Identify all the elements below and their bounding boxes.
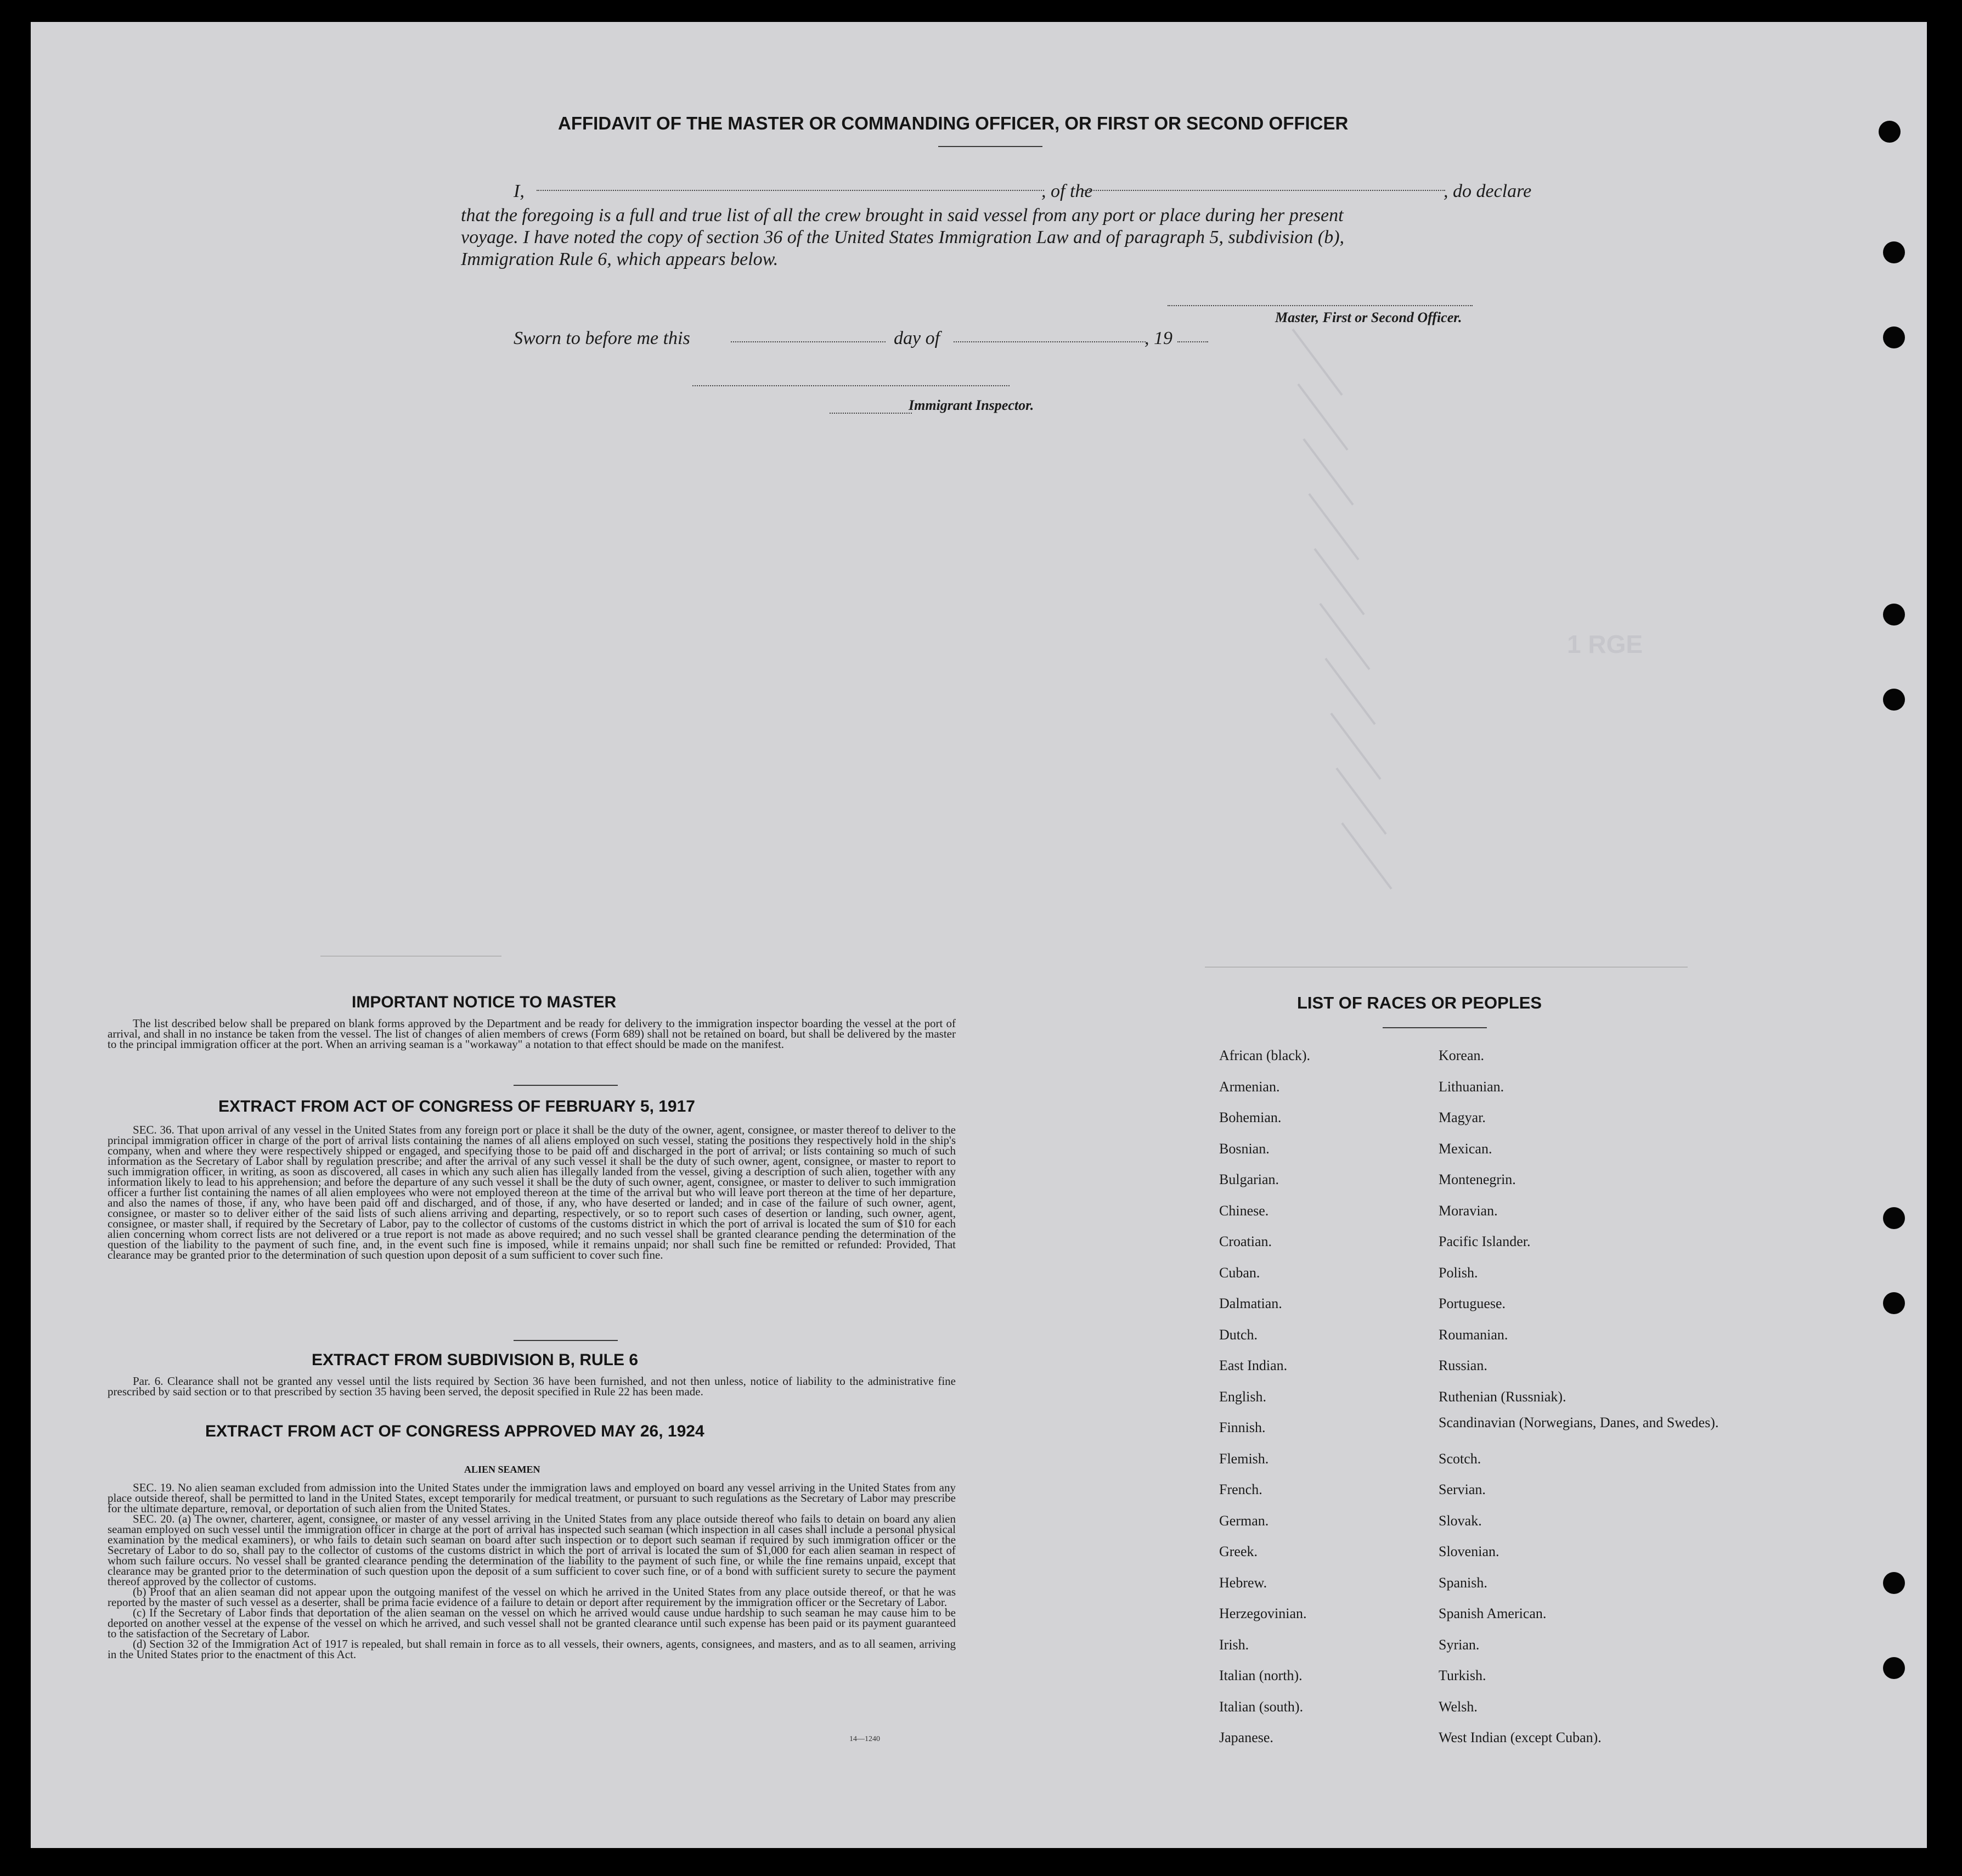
master-signature-field[interactable]: [1168, 305, 1473, 306]
race-item: Magyar.: [1439, 1109, 1486, 1125]
race-item: Japanese.: [1219, 1729, 1273, 1745]
race-item: Moravian.: [1439, 1202, 1498, 1219]
race-item: Pacific Islander.: [1439, 1233, 1531, 1249]
race-item: Servian.: [1439, 1481, 1486, 1497]
svg-text:1 RGE: 1 RGE: [1567, 630, 1643, 658]
sec-20a-paragraph: SEC. 20. (a) The owner, charterer, agent, consignee, or master of any vessel arriving in the United States from any place outside thereof who fails to detain on board any alien seaman employed on such vessel until the immigration officer in charge at the port of arrival has inspected such seaman (which inspection in all cases shall include a personal physical examination by the medical examiners), or who fails to detain such seaman on board after such inspection or to deport such seaman if required by such immigration officer or the Secretary of Labor to do so, shall pay to the collector of customs of the customs district in which the port of arrival is located the sum of $1,000 for each alien seaman in respect of whom such failure occurs. No vessel shall be granted clearance pending the determination of the liability to the payment of such fine, or while the fine remains unpaid, except that clearance may be granted prior to the determination of such question upon the deposit of a sum sufficient to cover such fine, or of a bond with sufficient surety to secure the payment thereof approved by the collector of customs.: [108, 1512, 956, 1588]
race-item: East Indian.: [1219, 1357, 1288, 1373]
manifest-page: [31, 22, 1927, 1848]
races-title: LIST OF RACES OR PEOPLES: [1297, 993, 1542, 1012]
race-item: Korean.: [1439, 1047, 1485, 1063]
races-left-column: [1219, 1040, 1310, 1754]
race-item: Finnish.: [1219, 1419, 1266, 1435]
vessel-name-field[interactable]: [1083, 190, 1445, 191]
race-item: Hebrew.: [1219, 1574, 1267, 1591]
extract-1917-title: EXTRACT FROM ACT OF CONGRESS OF FEBRUARY 5, 1917: [218, 1097, 695, 1116]
race-item: Slovenian.: [1439, 1543, 1499, 1559]
alien-seamen-subtitle: ALIEN SEAMEN: [464, 1464, 540, 1475]
do-declare-text: , do declare: [1444, 181, 1532, 201]
race-item: Flemish.: [1219, 1450, 1269, 1467]
affidavit-line-2: that the foregoing is a full and true list of all the crew brought in said vessel from any port or place during her present: [461, 205, 1344, 226]
section-divider: [514, 1085, 618, 1086]
race-item: Spanish.: [1439, 1574, 1487, 1591]
race-item: Bosnian.: [1219, 1140, 1270, 1157]
of-the-text: , of the: [1041, 181, 1093, 201]
race-item: Dutch.: [1219, 1326, 1258, 1343]
race-item: Mexican.: [1439, 1140, 1492, 1157]
race-item: Portuguese.: [1439, 1295, 1506, 1311]
sworn-day-field[interactable]: [731, 341, 886, 342]
declarant-prefix: I,: [514, 181, 525, 201]
race-item: Turkish.: [1439, 1667, 1486, 1683]
race-item: Cuban.: [1219, 1264, 1260, 1281]
race-item: Scandinavian (Norwegians, Danes, and Swedes).: [1439, 1415, 1719, 1430]
extract-rule6-title: EXTRACT FROM SUBDIVISION B, RULE 6: [312, 1351, 639, 1369]
sec-19-paragraph: SEC. 19. No alien seaman excluded from admission into the United States under the immigration laws and employed on board any vessel arriving in the United States from any place outside thereof, shall be permitted to land in the United States, except temporarily for medical treatment, or pursuant to such regulations as the Secretary of Labor may prescribe for the ultimate departure, removal, or deportation of such alien from the United States.: [108, 1481, 956, 1515]
race-item: Bulgarian.: [1219, 1171, 1279, 1187]
race-item: Herzegovinian.: [1219, 1605, 1307, 1621]
section-36-paragraph: SEC. 36. That upon arrival of any vessel in the United States from any foreign port or place it shall be the duty of the owner, agent, consignee, or master thereof to deliver to the principal immigration officer in charge of the port of arrival lists containing the names of all aliens employed on such vessel, stating the positions they respectively hold in the ship's company, when and where they were respectively shipped or engaged, and specifying those to be paid off and discharged in the port of arrival; or lists containing so much of such information as the Secretary of Labor shall by regulation prescribe; and after the arrival of any such vessel it shall be the duty of such owner, agent, consignee, or master to report to such immigration officer, in writing, as soon as discovered, all cases in which any such alien has illegally landed from the vessel, giving a description of such alien, together with any information likely to lead to his apprehension; and before the departure of any such vessel it shall be the duty of such owner, agent, consignee, or master to deliver to such immigration officer a further list containing the names of all alien employees who were not employed thereon at the time of the arrival but who will leave port thereon at the time of her departure, and also the names of those, if any, who have been paid off and discharged, and of those, if any, who have deserted or landed; and in case of the failure of such owner, agent, consignee, or master so to deliver either of the said lists of such aliens arriving and departing, respectively, or so to report such cases of desertion or landing, such owner, agent, consignee, or master shall, if required by the Secretary of Labor, pay to the collector of customs of the customs district in which the port of arrival is located the sum of $10 for each alien concerning whom correct lists are not delivered or a true report is not made as above required; and no such vessel shall be granted clearance pending the determination of the question of the liability to the payment of such fine, and, in the event such fine is imposed, while it remains unpaid; nor shall such fine be remitted or refunded: Provided, That clearance may be granted prior to the determination of such question upon deposit of a sum sufficient to cover such fine.: [108, 1123, 956, 1261]
sworn-month-field[interactable]: [954, 341, 1146, 342]
race-item: Italian (south).: [1219, 1698, 1304, 1715]
race-item: Armenian.: [1219, 1078, 1280, 1095]
title-divider: [938, 146, 1042, 147]
race-item: Syrian.: [1439, 1636, 1480, 1653]
sec-20b-paragraph: (b) Proof that an alien seaman did not appear upon the outgoing manifest of the vessel on which he arrived in the United States from any place outside thereof, or that he was reported by the master of such vessel as a deserter, shall be prima facie evidence of a failure to detain or deport after requirement by the immigration officer or the Secretary of Labor.: [108, 1585, 956, 1609]
races-divider: [1383, 1027, 1487, 1028]
race-item: Roumanian.: [1439, 1326, 1508, 1343]
extract-rule6-text: [108, 1376, 956, 1397]
section-divider: [514, 1340, 618, 1341]
race-item: English.: [1219, 1388, 1266, 1405]
sworn-year-field[interactable]: [1177, 341, 1208, 342]
race-item: Croatian.: [1219, 1233, 1272, 1249]
year-prefix-text: , 19: [1144, 328, 1172, 348]
race-item: Slovak.: [1439, 1512, 1482, 1529]
race-item: French.: [1219, 1481, 1262, 1497]
race-item: Montenegrin.: [1439, 1171, 1516, 1187]
race-item: German.: [1219, 1512, 1269, 1529]
rule6-paragraph: Par. 6. Clearance shall not be granted any vessel until the lists required by Section 36 have been furnished, and not then unless, notice of liability to the administrative fine prescribed by said section or to that prescribed by section 35 having been served, the deposit specified in Rule 22 has been made.: [108, 1374, 956, 1398]
sec-20c-paragraph: (c) If the Secretary of Labor finds that deportation of the alien seaman on the vessel on which he arrived would cause undue hardship to such seaman he may cause him to be deported on another vessel at the expense of the vessel on which he arrived, and such vessel shall not be granted clearance until such expense has been paid or its payment guaranteed to the satisfaction of the Secretary of Labor.: [108, 1606, 956, 1640]
notice-text: [108, 1018, 956, 1050]
affidavit-line-3: voyage. I have noted the copy of section 36 of the United States Immigration Law and of paragraph 5, subdivision (b),: [461, 227, 1345, 247]
races-right-column: [1439, 1040, 1718, 1754]
inspector-signature-field[interactable]: [692, 385, 1010, 386]
declarant-name-field[interactable]: [537, 190, 1044, 191]
affidavit-title: AFFIDAVIT OF THE MASTER OR COMMANDING OFFICER, OR FIRST OR SECOND OFFICER: [558, 113, 1349, 133]
race-item: Lithuanian.: [1439, 1078, 1504, 1095]
extract-1924-title: EXTRACT FROM ACT OF CONGRESS APPROVED MAY 26, 1924: [205, 1422, 704, 1440]
race-item: Welsh.: [1439, 1698, 1478, 1715]
master-signature-label: Master, First or Second Officer.: [1275, 309, 1462, 325]
race-item: Russian.: [1439, 1357, 1487, 1373]
notice-paragraph: The list described below shall be prepared on blank forms approved by the Department and be ready for delivery to the immigration inspector boarding the vessel at the port of arrival, and shall in no instance be taken from the vessel. The list of changes of alien members of crews (Form 689) shall not be retained on board, but shall be delivered by the master to the principal immigration officer at the port. When an arriving seaman is a "workaway" a notation to that effect should be made on the manifest.: [108, 1017, 956, 1051]
affidavit-line-4: Immigration Rule 6, which appears below.: [461, 249, 779, 269]
race-item: Chinese.: [1219, 1202, 1269, 1219]
race-item: Scotch.: [1439, 1450, 1481, 1467]
race-item: Ruthenian (Russniak).: [1439, 1388, 1566, 1405]
notice-title: IMPORTANT NOTICE TO MASTER: [352, 993, 617, 1011]
race-item: Italian (north).: [1219, 1667, 1303, 1683]
race-item: West Indian (except Cuban).: [1439, 1729, 1602, 1745]
race-item: Irish.: [1219, 1636, 1249, 1653]
extract-1924-text: [108, 1483, 956, 1660]
race-item: Polish.: [1439, 1264, 1478, 1281]
sec-20d-paragraph: (d) Section 32 of the Immigration Act of 1917 is repealed, but shall remain in force as to all vessels, their owners, agents, consignees, and masters, and as to all seamen, arriving in the United States prior to the enactment of this Act.: [108, 1637, 956, 1661]
sworn-text: Sworn to before me this: [514, 328, 690, 348]
extract-1917-text: [108, 1125, 956, 1260]
inspector-signature-prefix: [830, 413, 912, 414]
race-item: Bohemian.: [1219, 1109, 1282, 1125]
race-item: Greek.: [1219, 1543, 1258, 1559]
form-number: 14—1240: [849, 1735, 880, 1743]
race-item: Spanish American.: [1439, 1605, 1547, 1621]
race-item: Dalmatian.: [1219, 1295, 1282, 1311]
inspector-label: Immigrant Inspector.: [909, 397, 1034, 413]
day-of-text: day of: [894, 328, 940, 348]
race-item: African (black).: [1219, 1047, 1311, 1063]
